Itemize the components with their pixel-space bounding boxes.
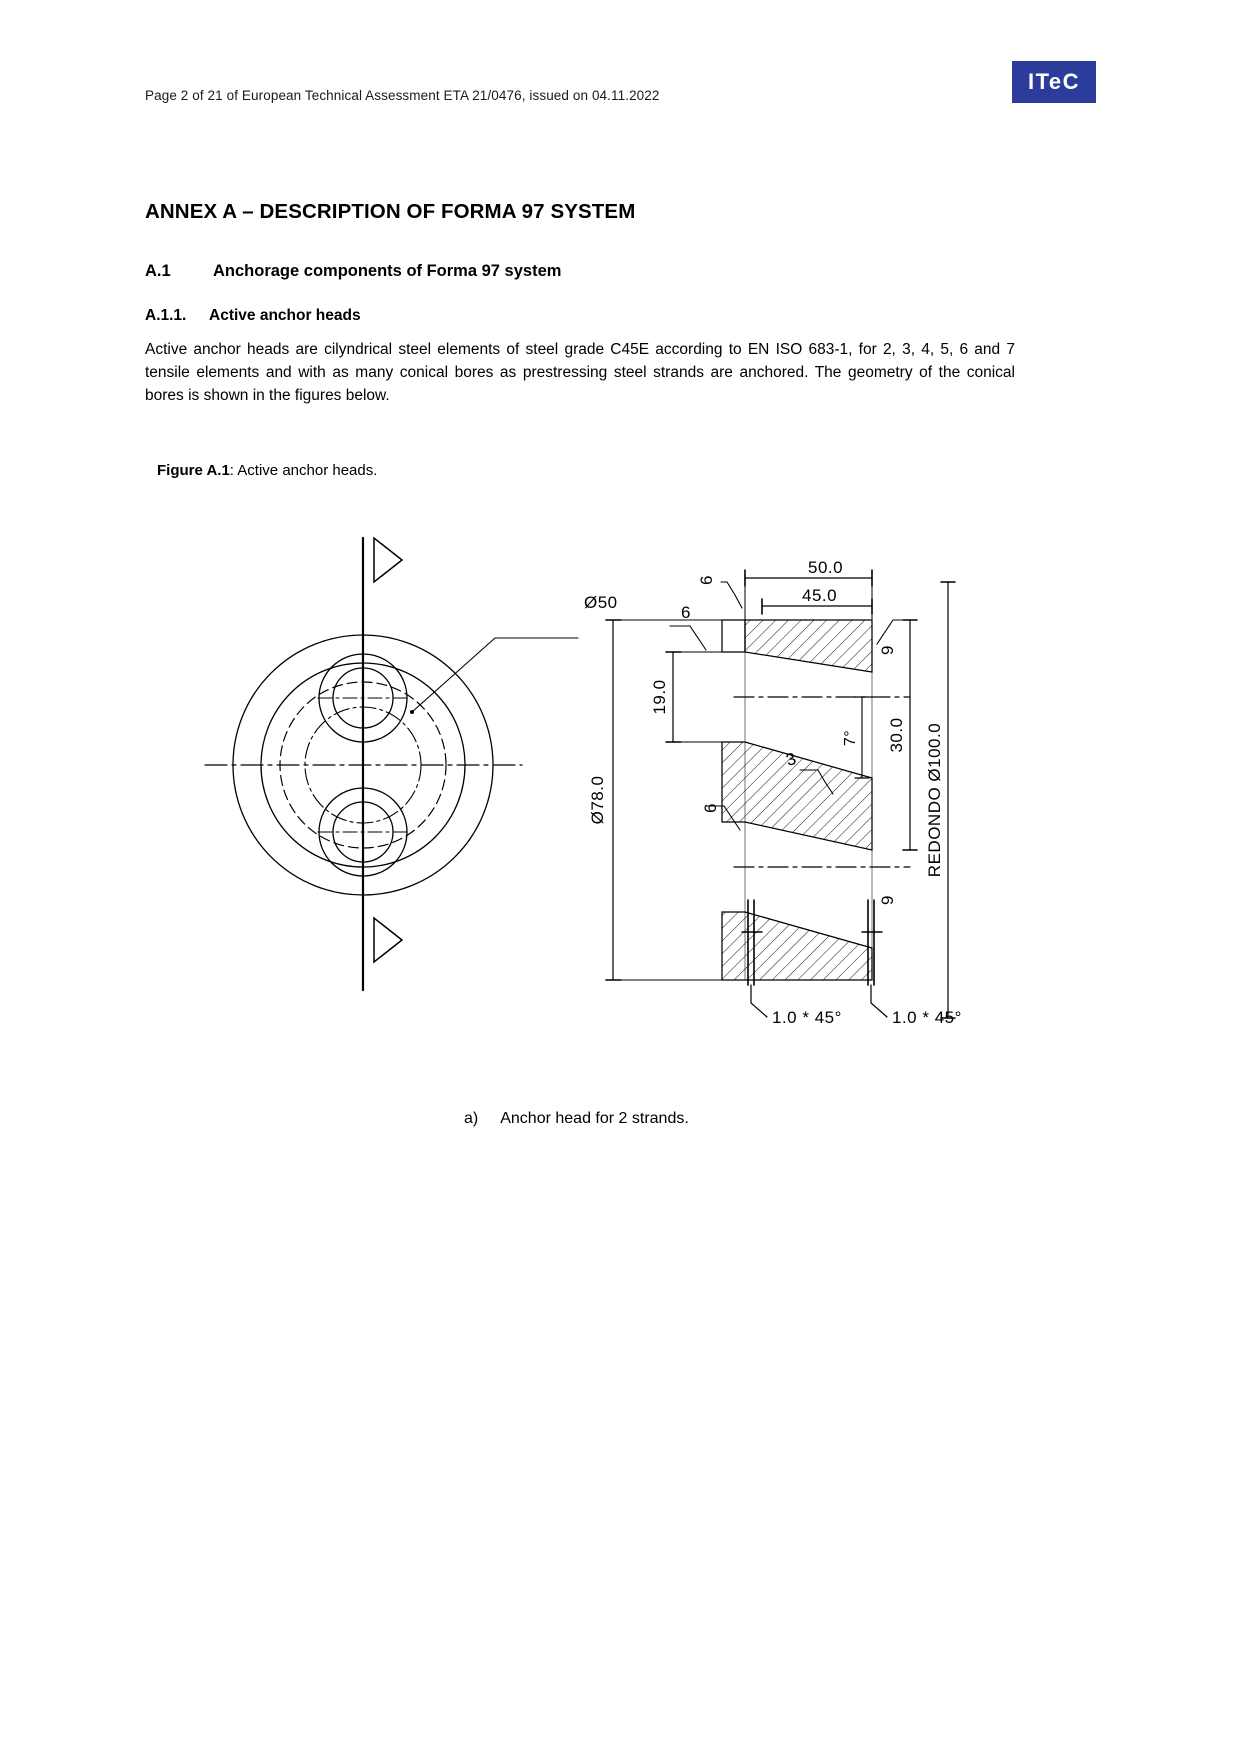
figure-caption xyxy=(157,462,377,479)
label-dim-d78: Ø78.0 xyxy=(588,775,607,825)
anchor-head-drawing-svg xyxy=(150,520,1030,1080)
itec-logo xyxy=(1013,62,1095,102)
label-chamfer-right: 1.0 * 45° xyxy=(892,1008,962,1027)
label-radius-9-top: 9 xyxy=(878,645,897,655)
d50-leader-dot xyxy=(410,710,414,714)
radius-6-left-leader xyxy=(670,626,698,638)
page-header-info: Page 2 of 21 of European Technical Assessment ETA 21/0476, issued on 04.11.2022 xyxy=(145,88,660,103)
document-content xyxy=(145,200,1015,407)
label-angle-7: 7° xyxy=(842,729,859,747)
section-label: Anchorage components of Forma 97 system xyxy=(213,262,562,280)
annex-title: ANNEX A – DESCRIPTION OF FORMA 97 SYSTEM xyxy=(145,200,636,223)
figure-subcaption-text: Anchor head for 2 strands. xyxy=(500,1110,689,1127)
itec-logo-text: ITeC xyxy=(1027,69,1081,94)
subsection-number: A.1.1. xyxy=(145,307,187,324)
label-dim-redondo: REDONDO Ø100.0 xyxy=(925,722,944,878)
upper-cone-wall xyxy=(745,620,872,672)
label-dim-45: 45.0 xyxy=(802,586,838,605)
label-radius-3: 3 xyxy=(783,748,799,770)
section-arrow-top xyxy=(374,538,402,582)
figure-caption-text: : Active anchor heads. xyxy=(229,462,378,479)
body-paragraph: Active anchor heads are cilyndrical steel elements of steel grade C45E according to EN ISO 683-1, for 2, 3, 4, 5, 6 and 7 tensile elements and with as many conical bores as prestressing steel strands are anchored. The geometry of the conical bores is shown in the figures below. xyxy=(145,341,1015,404)
label-dim-19: 19.0 xyxy=(650,679,669,715)
figure-subcaption-marker: a) xyxy=(464,1110,479,1127)
subsection-label: Active anchor heads xyxy=(209,307,361,324)
label-radius-9-bottom: 9 xyxy=(878,895,897,905)
figure-caption-label: Figure A.1 xyxy=(157,462,230,479)
section-view-group xyxy=(606,570,955,1018)
figure-a1-drawing xyxy=(150,520,1030,1080)
label-radius-6-top: 6 xyxy=(697,575,716,585)
label-dim-50: 50.0 xyxy=(808,558,844,577)
d50-leader-line xyxy=(412,638,578,712)
radius-9-top-leader-tail xyxy=(877,632,885,644)
label-d50: Ø50 xyxy=(584,593,618,612)
upper-flange-step xyxy=(722,620,745,652)
label-chamfer-left: 1.0 * 45° xyxy=(772,1008,842,1027)
label-dim-30: 30.0 xyxy=(887,717,906,753)
subsection-heading-a11 xyxy=(145,307,1015,325)
section-arrow-bottom xyxy=(374,918,402,962)
chamfer-left-leader xyxy=(751,985,767,1017)
radius-6-left-leader-tail xyxy=(698,638,706,650)
figure-subcaption xyxy=(464,1110,689,1128)
chamfer-right-leader xyxy=(871,985,887,1017)
section-heading-a1 xyxy=(145,262,1015,281)
radius-9-top-leader xyxy=(885,620,902,632)
front-view-group xyxy=(205,538,578,990)
label-radius-6-mid: 6 xyxy=(701,803,720,813)
radius-6-top-leader xyxy=(721,582,735,595)
label-radius-6-left: 6 xyxy=(681,603,691,622)
radius-6-top-leader-tail xyxy=(735,595,742,608)
section-number: A.1 xyxy=(145,262,171,280)
